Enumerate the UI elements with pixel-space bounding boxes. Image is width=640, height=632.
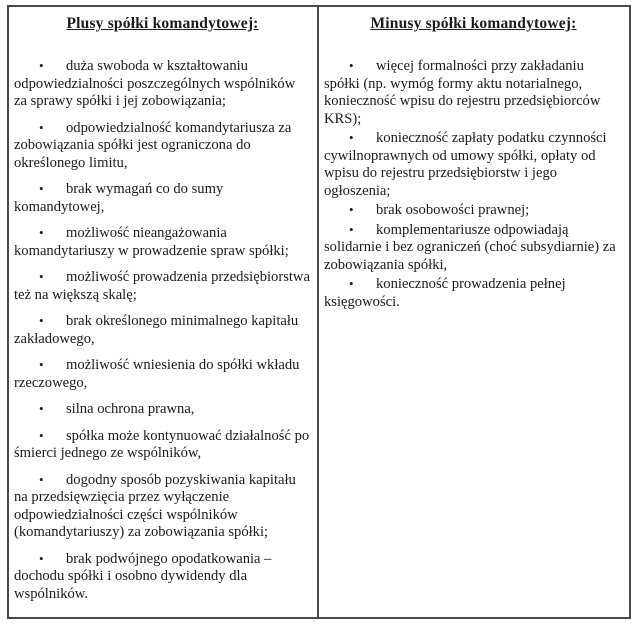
list-item-text: duża swoboda w kształtowaniu odpowiedzialności poszczególnych wspólników za sprawy spółki i jej zobowiązania; bbox=[14, 58, 296, 109]
list-item bbox=[14, 471, 311, 542]
bullet-icon: • bbox=[39, 181, 44, 196]
list-item bbox=[324, 275, 623, 311]
bullet-icon: • bbox=[39, 269, 44, 284]
bullet-icon: • bbox=[39, 119, 44, 135]
pros-column bbox=[9, 7, 319, 617]
list-item-text: konieczność prowadzenia pełnej księgowości. bbox=[324, 276, 566, 310]
bullet-icon: • bbox=[349, 276, 354, 291]
list-item bbox=[14, 268, 311, 304]
list-item bbox=[14, 224, 311, 260]
list-item-text: konieczność zapłaty podatku czynności cywilnoprawnych od umowy spółki, opłaty od wpisu do rejestru przedsiębiorstw i jego ogłoszenia; bbox=[324, 130, 607, 199]
list-item bbox=[324, 221, 623, 275]
bullet-icon: • bbox=[39, 401, 44, 416]
bullet-icon: • bbox=[39, 225, 44, 240]
list-item-text: możliwość prowadzenia przedsiębiorstwa też na większą skalę; bbox=[14, 269, 310, 303]
list-item-text: brak podwójnego opodatkowania – dochodu spółki i osobno dywidendy dla wspólników. bbox=[14, 550, 272, 602]
list-item-text: dogodny sposób pozyskiwania kapitału na przedsięwzięcia przez wyłączenie odpowiedzialności części wspólników (komandytariuszy) za zobowiązania spółki; bbox=[14, 471, 296, 540]
bullet-icon: • bbox=[39, 427, 44, 443]
list-item bbox=[324, 201, 623, 220]
bullet-icon: • bbox=[39, 471, 44, 487]
pros-header: Plusy spółki komandytowej: bbox=[66, 15, 259, 32]
list-item-text: brak osobowości prawnej; bbox=[376, 202, 530, 218]
list-item bbox=[14, 550, 311, 604]
bullet-icon: • bbox=[39, 58, 44, 73]
cons-header: Minusy spółki komandytowej: bbox=[370, 15, 577, 32]
cons-column bbox=[319, 7, 629, 617]
list-item-text: więcej formalności przy zakładaniu spółki (np. wymóg formy aktu notarialnego, konieczność wpisu do rejestru przedsiębiorców KRS); bbox=[324, 58, 601, 127]
list-item-text: spółka może kontynuować działalność po śmierci jednego ze wspólników, bbox=[14, 427, 310, 461]
list-item bbox=[14, 57, 311, 111]
list-item-text: komplementariusze odpowiadają solidarnie i bez ograniczeń (choć subsydiarnie) za zobowiązania spółki, bbox=[324, 221, 616, 273]
bullet-icon: • bbox=[39, 550, 44, 566]
comparison-table bbox=[7, 5, 631, 619]
list-item-text: możliwość nieangażowania komandytariuszy w prowadzenie spraw spółki; bbox=[14, 225, 289, 259]
list-item bbox=[14, 400, 311, 419]
list-item bbox=[14, 180, 311, 216]
list-item-text: odpowiedzialność komandytariusza za zobowiązania spółki jest ograniczona do określonego limitu, bbox=[14, 119, 292, 171]
list-item-text: brak wymagań co do sumy komandytowej, bbox=[14, 181, 224, 215]
list-item bbox=[14, 312, 311, 348]
list-item-text: możliwość wniesienia do spółki wkładu rzeczowego, bbox=[14, 357, 300, 391]
list-item bbox=[14, 427, 311, 463]
list-item bbox=[14, 119, 311, 173]
list-item bbox=[324, 129, 623, 200]
list-item-text: brak określonego minimalnego kapitału zakładowego, bbox=[14, 313, 299, 347]
bullet-icon: • bbox=[349, 58, 354, 73]
list-item-text: silna ochrona prawna, bbox=[66, 401, 195, 417]
list-item bbox=[324, 57, 623, 128]
bullet-icon: • bbox=[39, 313, 44, 328]
list-item bbox=[14, 356, 311, 392]
bullet-icon: • bbox=[39, 357, 44, 372]
bullet-icon: • bbox=[349, 130, 354, 145]
bullet-icon: • bbox=[349, 221, 354, 237]
bullet-icon: • bbox=[349, 202, 354, 217]
